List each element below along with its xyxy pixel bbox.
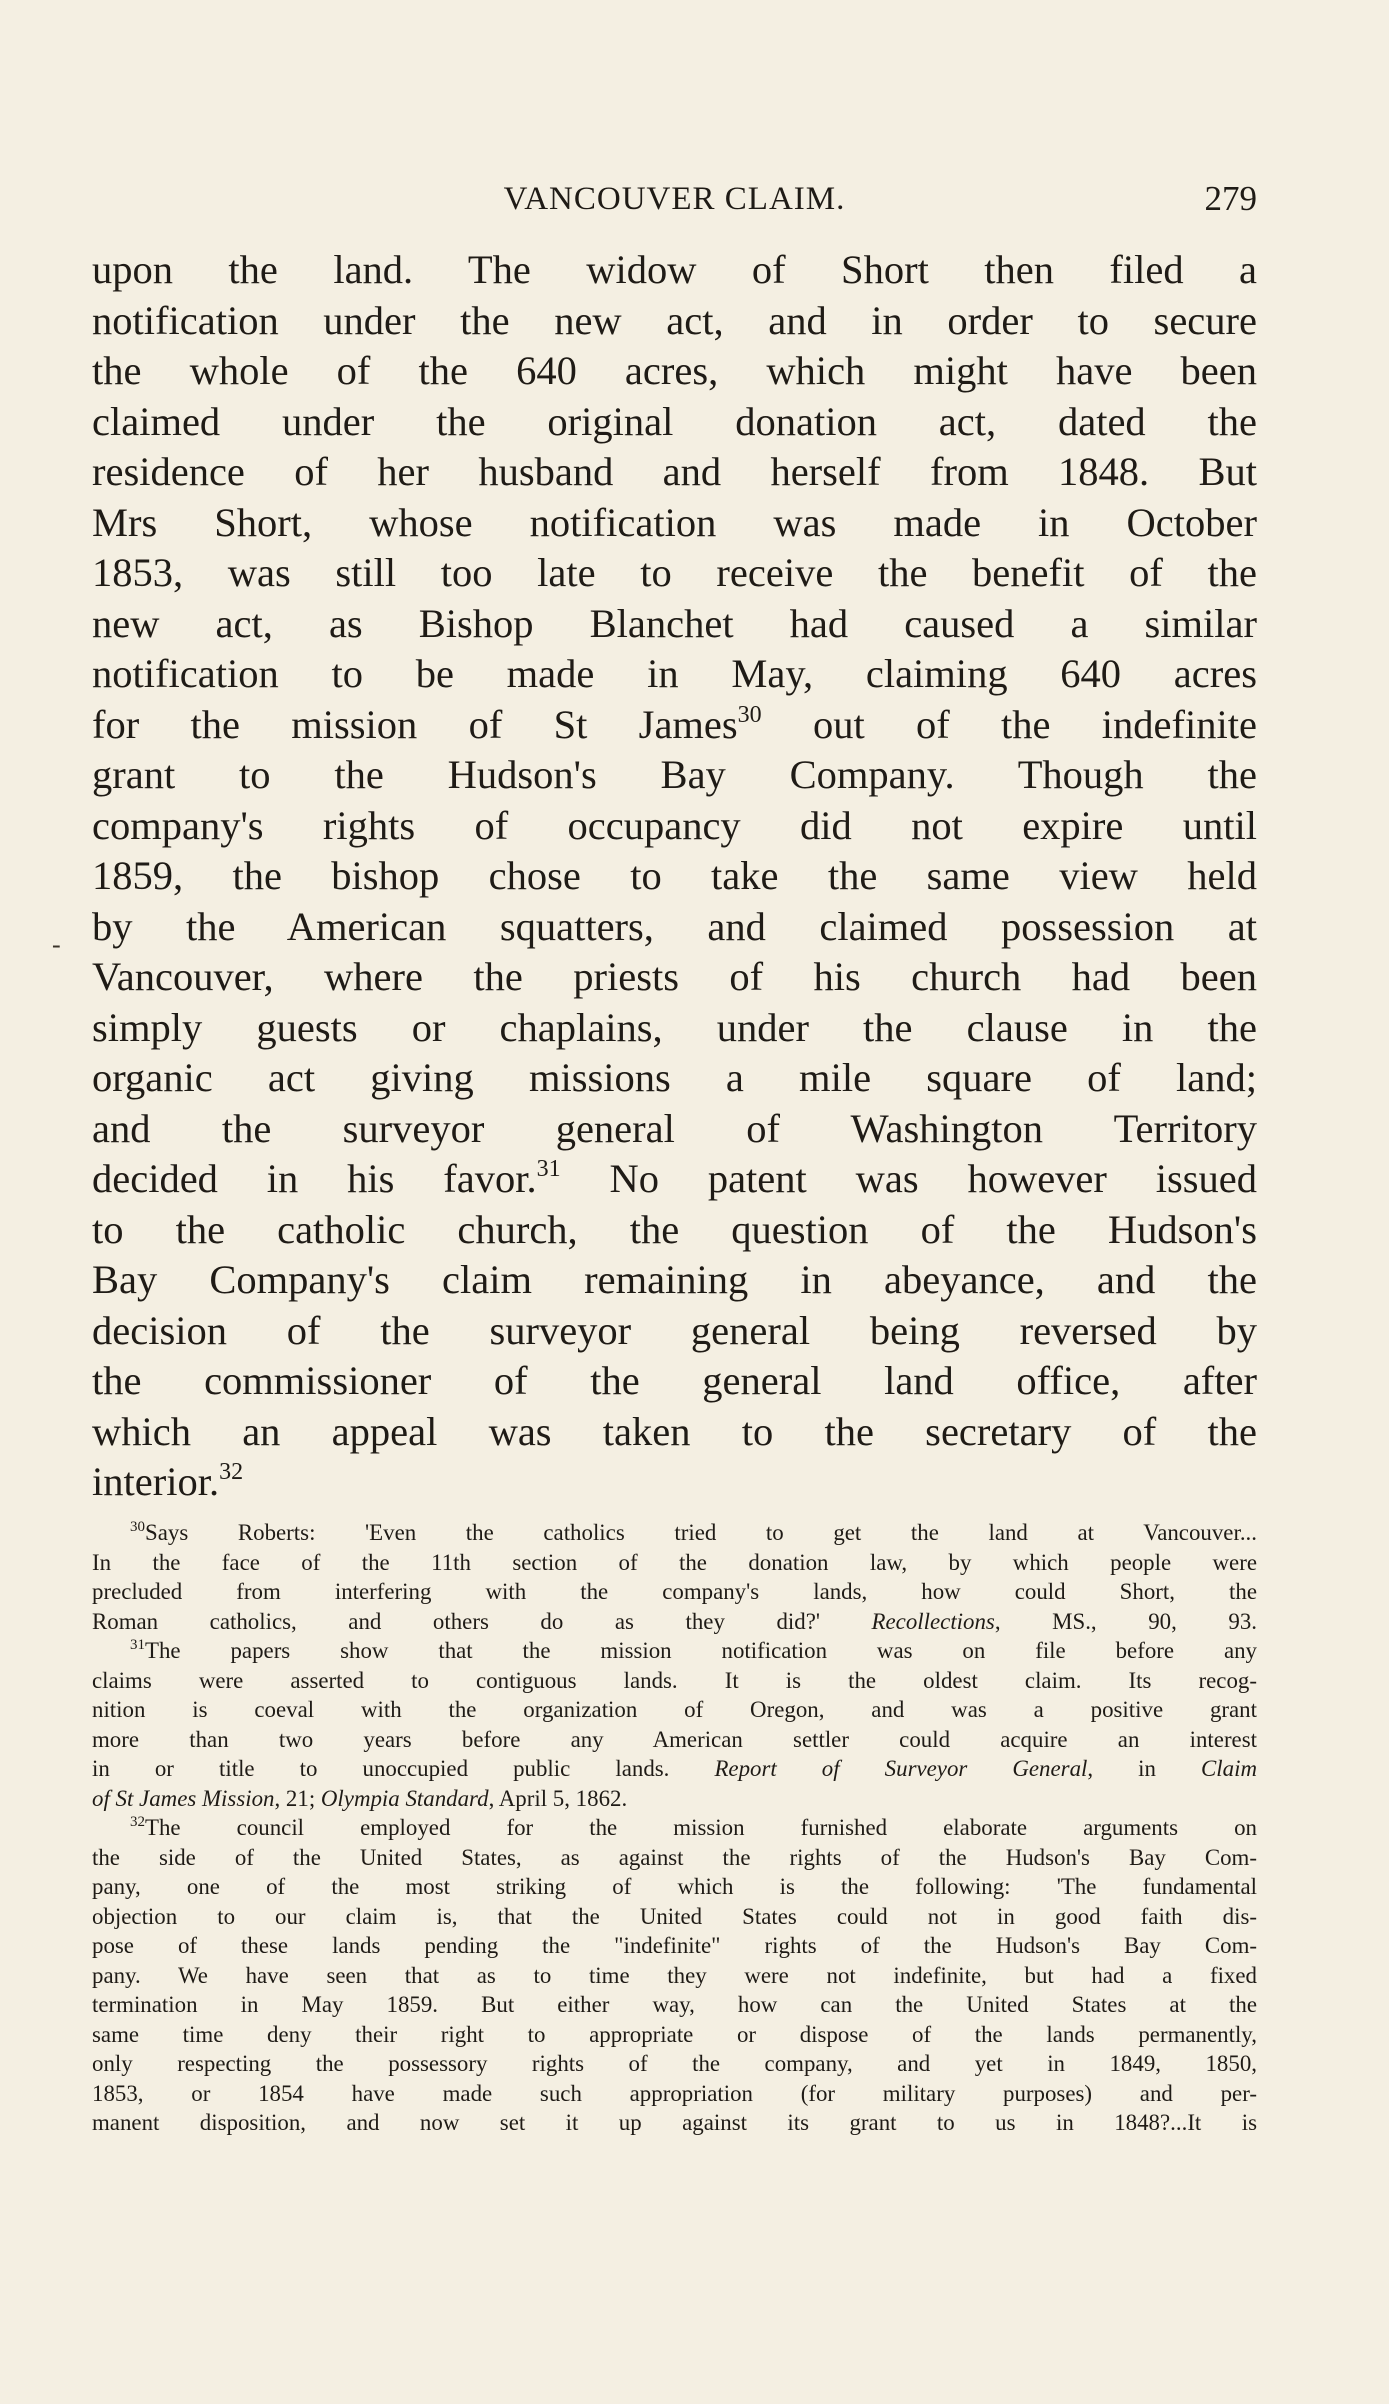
footnote-line: pose of these lands pending the "indefinite" rights of the Hudson's Bay Com- — [92, 1933, 1257, 1958]
footnote-30 — [92, 1518, 1257, 1548]
running-title: VANCOUVER CLAIM. — [503, 181, 846, 217]
body-text-span: No patent was however issued — [560, 1156, 1258, 1201]
footnote-text: , 21; — [274, 1785, 321, 1811]
footnote-31 — [92, 1636, 1257, 1666]
body-text-span: out of the indefinite — [761, 701, 1257, 747]
body-line — [92, 1457, 1257, 1508]
footnote-text: , April 5, 1862. — [488, 1785, 628, 1811]
footnote-text: Roman catholics, and others do as they did?' — [92, 1608, 872, 1634]
footnotes — [92, 1518, 1257, 2138]
footnote-citation: Recollections — [871, 1608, 995, 1634]
footnote-number: 30 — [130, 1519, 145, 1535]
body-line: the whole of the 640 acres, which might have been — [92, 348, 1257, 393]
page-number: 279 — [1204, 179, 1257, 218]
footnote-line: precluded from interfering with the company's lands, how could Short, the — [92, 1579, 1257, 1604]
body-text — [92, 245, 1257, 1508]
body-line: which an appeal was taken to the secretary of the — [92, 1408, 1257, 1454]
footnote-line: the side of the United States, as against the rights of the Hudson's Bay Com- — [92, 1844, 1257, 1870]
footnote-line: same time deny their right to appropriate or dispose of the lands permanently, — [92, 2021, 1257, 2047]
body-line: new act, as Bishop Blanchet had caused a similar — [92, 600, 1257, 646]
footnote-line: pany, one of the most striking of which is the following: 'The fundamental — [92, 1874, 1257, 1899]
footnote-line: nition is coeval with the organization of Oregon, and was a positive grant — [92, 1697, 1257, 1722]
page-header — [92, 174, 1257, 224]
footnote-number: 31 — [130, 1637, 145, 1653]
body-line: simply guests or chaplains, under the clause in the — [92, 1004, 1257, 1050]
footnote-citation: Report of Surveyor General — [714, 1756, 1088, 1781]
footnote-line: only respecting the possessory rights of the company, and yet in 1849, 1850, — [92, 2051, 1257, 2076]
body-line: Mrs Short, whose notification was made in October — [92, 499, 1257, 545]
footnote-citation: of St James Mission — [92, 1785, 275, 1811]
body-line: notification to be made in May, claiming 640 acres — [92, 651, 1257, 696]
footnote-text: in or title to unoccupied public lands. — [92, 1756, 715, 1781]
body-text-span: for the mission of St James — [92, 701, 738, 747]
body-line: the commissioner of the general land office, after — [92, 1358, 1257, 1403]
body-line: decision of the surveyor general being reversed by — [92, 1307, 1257, 1353]
footnote-line: more than two years before any American settler could acquire an interest — [92, 1726, 1257, 1752]
body-text-span: interior. — [92, 1459, 220, 1504]
body-line: 1853, was still too late to receive the benefit of the — [92, 550, 1257, 595]
footnote-text: , MS., 90, 93. — [994, 1608, 1257, 1634]
footnote-text: The papers show that the mission notification was on file before any — [145, 1638, 1257, 1663]
footnote-line — [92, 1754, 1257, 1784]
body-text-span: decided in his favor. — [92, 1156, 537, 1201]
footnote-line: objection to our claim is, that the United States could not in good faith dis- — [92, 1903, 1257, 1929]
footnote-ref-31[interactable]: 31 — [536, 1156, 561, 1182]
body-line: 1859, the bishop chose to take the same view held — [92, 853, 1257, 898]
body-line: notification under the new act, and in order to secure — [92, 297, 1257, 343]
body-line — [92, 700, 1257, 751]
body-line: to the catholic church, the question of the Hudson's — [92, 1206, 1257, 1252]
margin-mark: - — [52, 930, 61, 959]
body-line: Vancouver, where the priests of his church had been — [92, 954, 1257, 999]
footnote-citation: Claim — [1201, 1756, 1257, 1781]
footnote-text: , in — [1087, 1756, 1202, 1781]
body-line: residence of her husband and herself from 1848. But — [92, 449, 1257, 494]
body-line: upon the land. The widow of Short then filed a — [92, 247, 1257, 292]
body-line: company's rights of occupancy did not expire until — [92, 802, 1257, 848]
body-line: grant to the Hudson's Bay Company. Though the — [92, 752, 1257, 797]
footnote-citation: Olympia Standard — [320, 1785, 489, 1811]
footnote-ref-30[interactable]: 30 — [737, 701, 762, 728]
footnote-line: termination in May 1859. But either way, how can the United States at the — [92, 1992, 1257, 2017]
body-line — [92, 1154, 1257, 1205]
footnote-text: Says Roberts: 'Even the catholics tried to get the land at Vancouver... — [145, 1520, 1257, 1545]
footnote-text: The council employed for the mission furnished elaborate arguments on — [145, 1815, 1257, 1840]
footnote-line: In the face of the 11th section of the donation law, by which people were — [92, 1549, 1257, 1575]
footnote-32 — [92, 1813, 1257, 1843]
footnote-line — [92, 1784, 1257, 1814]
footnote-number: 32 — [130, 1814, 145, 1830]
body-line: organic act giving missions a mile square of land; — [92, 1055, 1257, 1100]
body-line: by the American squatters, and claimed possession at — [92, 903, 1257, 949]
footnote-line: 1853, or 1854 have made such appropriation (for military purposes) and per- — [92, 2080, 1257, 2106]
body-line: Bay Company's claim remaining in abeyance, and the — [92, 1257, 1257, 1302]
footnote-line — [92, 1607, 1257, 1637]
body-line: and the surveyor general of Washington Territory — [92, 1105, 1257, 1151]
footnote-line: claims were asserted to contiguous lands. It is the oldest claim. Its recog- — [92, 1667, 1257, 1693]
footnote-line: pany. We have seen that as to time they were not indefinite, but had a fixed — [92, 1962, 1257, 1988]
footnote-ref-32[interactable]: 32 — [219, 1459, 244, 1485]
body-line: claimed under the original donation act, dated the — [92, 398, 1257, 444]
footnote-line: manent disposition, and now set it up against its grant to us in 1848?...It is — [92, 2110, 1257, 2135]
